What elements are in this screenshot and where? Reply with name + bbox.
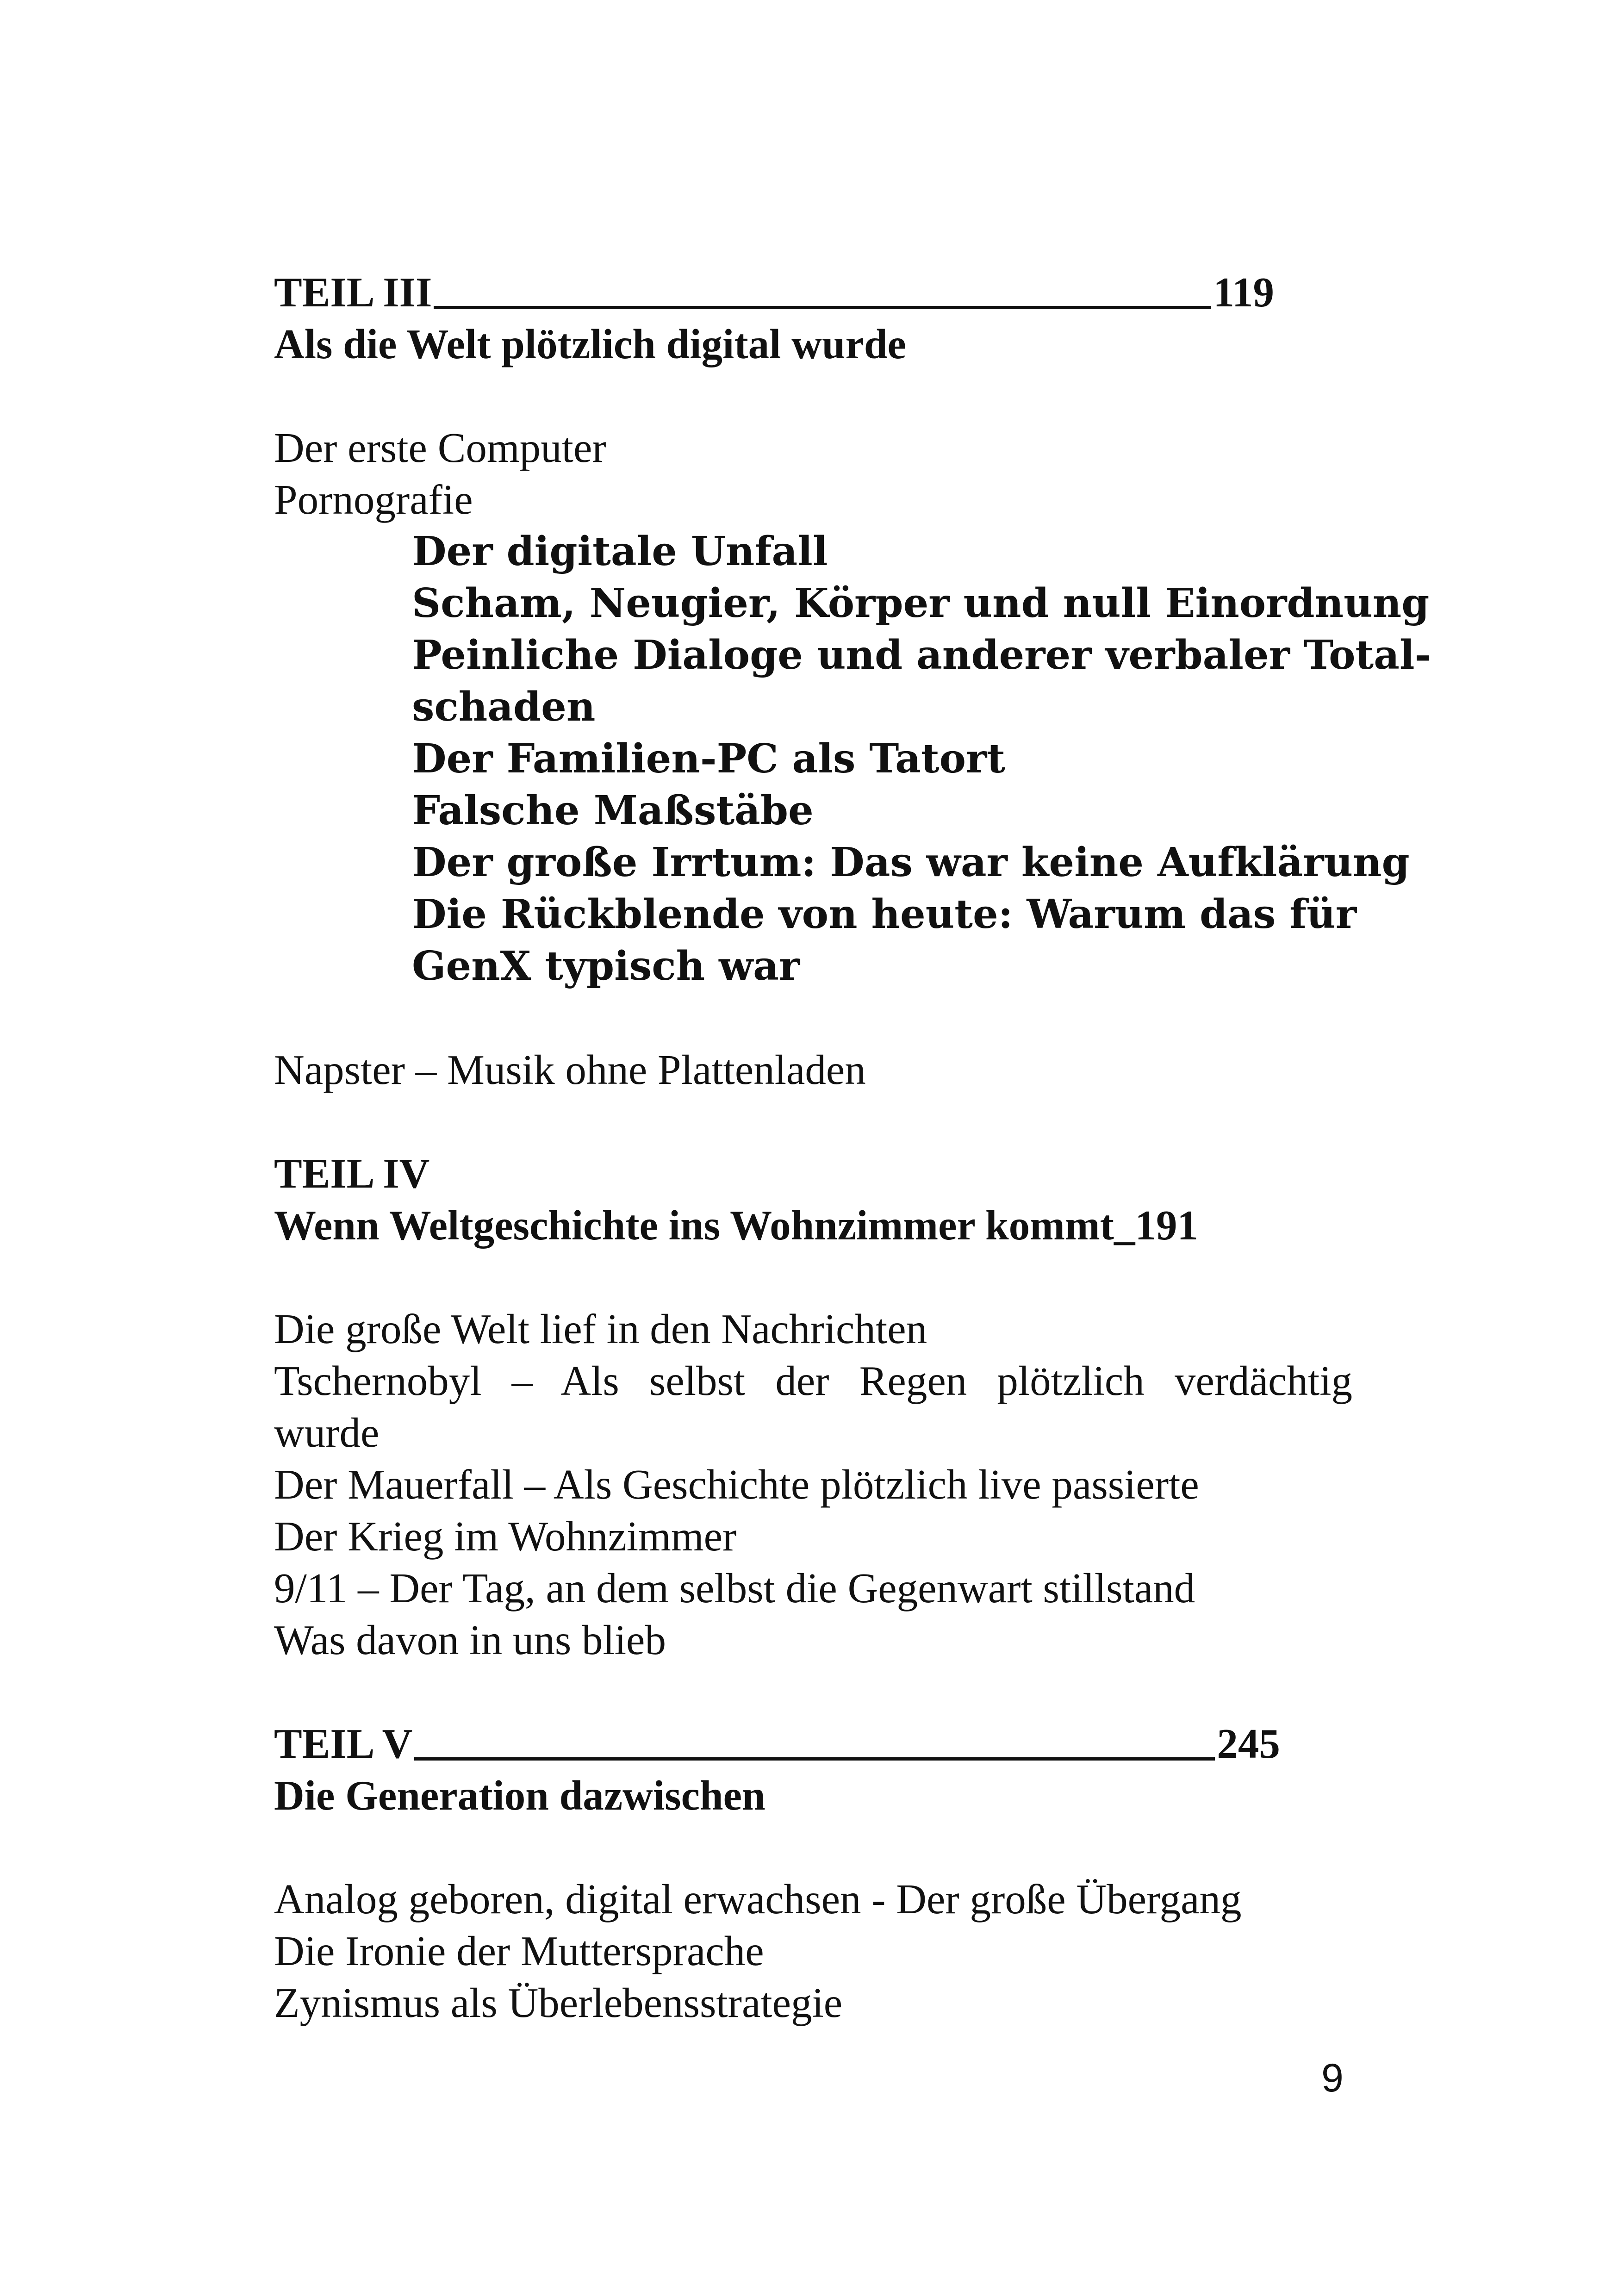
toc-subentry: schaden xyxy=(412,684,596,730)
toc-subentry: GenX typisch war xyxy=(412,943,800,989)
leader-rule xyxy=(434,306,1211,309)
toc-entry: Zynismus als Überlebensstrategie xyxy=(274,1979,843,2026)
toc-subentry: Der digitale Unfall xyxy=(412,528,828,575)
teil3-page: 119 xyxy=(1213,269,1274,316)
leader-rule xyxy=(414,1757,1215,1761)
page-number: 9 xyxy=(1321,2056,1344,2100)
toc-entry: Pornografie xyxy=(274,476,473,523)
toc-entry: Analog geboren, digital erwachsen - Der große Übergang xyxy=(274,1876,1242,1923)
teil5-heading xyxy=(274,1718,1352,1770)
teil5-page: 245 xyxy=(1217,1720,1280,1767)
toc-subentry: Scham, Neugier, Körper und null Einordnung xyxy=(412,580,1430,627)
table-of-contents xyxy=(274,267,1431,2029)
toc-entry: Der Krieg im Wohnzimmer xyxy=(274,1513,737,1560)
toc-entry: 9/11 – Der Tag, an dem selbst die Gegenwart stillstand xyxy=(274,1565,1195,1612)
toc-entry: Der erste Computer xyxy=(274,424,606,471)
toc-entry: wurde xyxy=(274,1409,380,1456)
toc-subentry: Die Rückblende von heute: Warum das für xyxy=(412,891,1357,938)
toc-subentry: Der Familien-PC als Tatort xyxy=(412,735,1005,782)
toc-entry: Was davon in uns blieb xyxy=(274,1617,666,1663)
teil5-label: TEIL V xyxy=(274,1720,413,1767)
teil4-title: Wenn Weltgeschichte ins Wohnzimmer kommt_191 xyxy=(274,1202,1198,1249)
toc-entry: Tschernobyl – Als selbst der Regen plötzlich verdächtig xyxy=(274,1357,1352,1404)
teil4-label: TEIL IV xyxy=(274,1150,430,1197)
teil5-title: Die Generation dazwischen xyxy=(274,1772,765,1819)
toc-entry: Die große Welt lief in den Nachrichten xyxy=(274,1306,927,1352)
teil3-heading xyxy=(274,267,1352,318)
toc-entry: Napster – Musik ohne Plattenladen xyxy=(274,1046,866,1093)
toc-subentry: Der große Irrtum: Das war keine Aufklärung xyxy=(412,839,1410,886)
toc-subentry: Peinliche Dialoge und anderer verbaler Total- xyxy=(412,632,1431,678)
toc-subentry: Falsche Maßstäbe xyxy=(412,787,814,834)
teil3-title: Als die Welt plötzlich digital wurde xyxy=(274,321,906,367)
toc-entry: Der Mauerfall – Als Geschichte plötzlich live passierte xyxy=(274,1461,1199,1508)
teil3-label: TEIL III xyxy=(274,269,432,316)
toc-entry: Die Ironie der Muttersprache xyxy=(274,1928,764,1974)
